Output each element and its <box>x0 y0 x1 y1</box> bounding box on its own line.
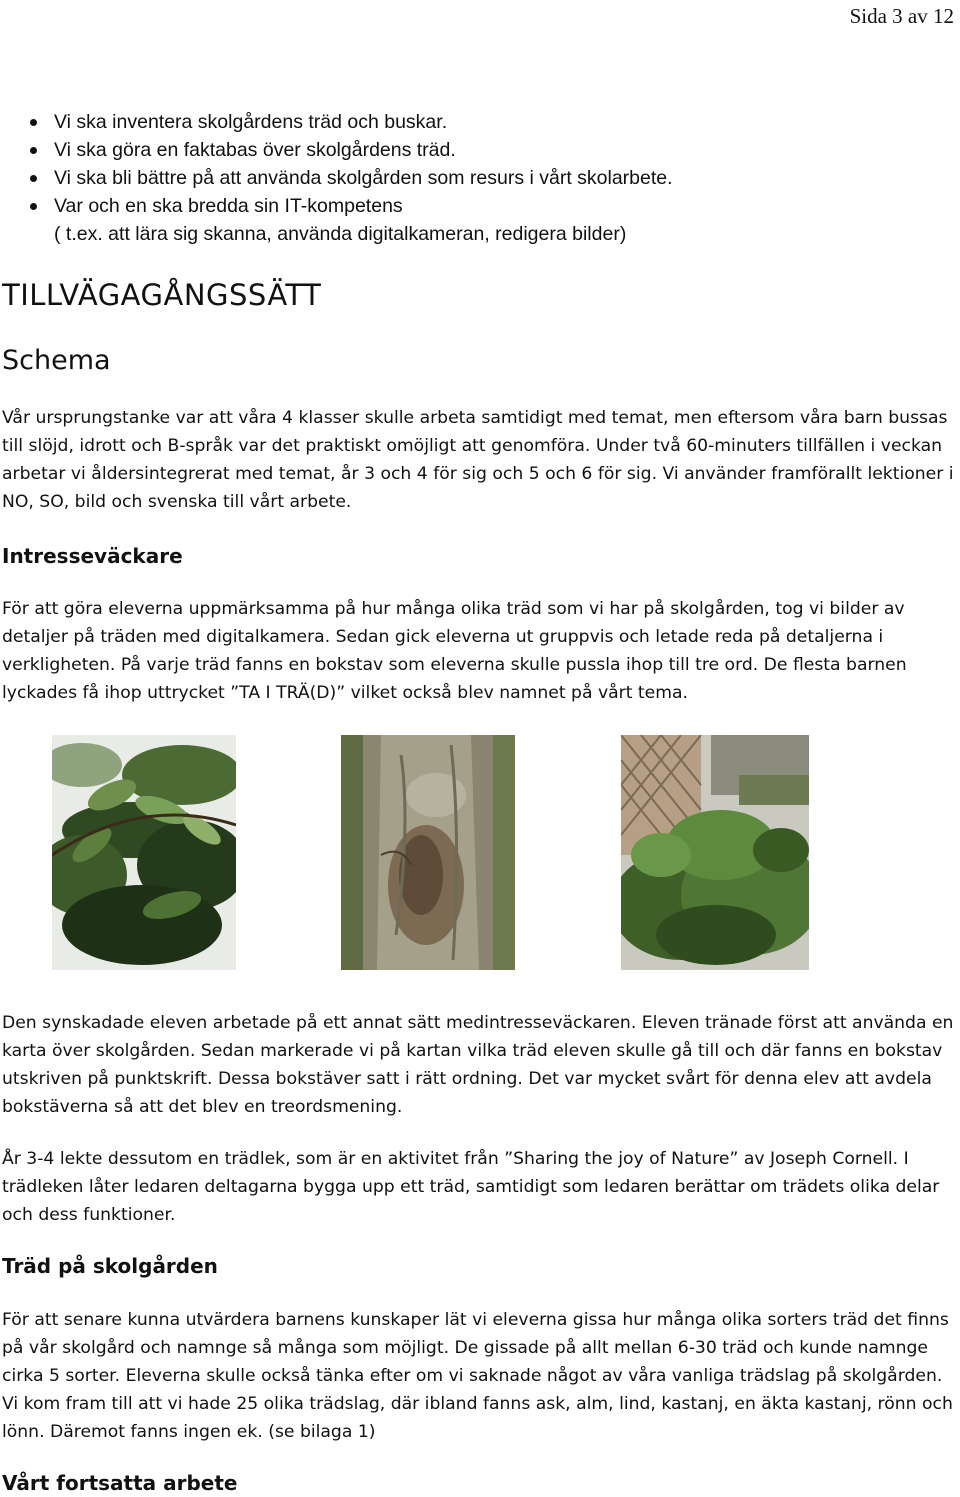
heading-schema: Schema <box>2 345 111 376</box>
list-item: Vi ska bli bättre på att använda skolgården som resurs i vårt skolarbete. <box>30 164 673 192</box>
bullet-icon <box>30 147 37 154</box>
heading-vart-fortsatta-arbete: Vårt fortsatta arbete <box>2 1471 238 1495</box>
list-item: Vi ska göra en faktabas över skolgårdens träd. <box>30 136 673 164</box>
bullet-icon <box>30 175 37 182</box>
synskadad-paragraph: Den synskadade eleven arbetade på ett annat sätt medintresseväckaren. Eleven tränade först att använda en karta över skolgården. Sedan markerade vi på kartan vilka träd eleven skulle gå till och där fanns en bokstav utskriven på punktskrift. Dessa bokstäver satt i rätt ordning. Det var mycket svårt för denna elev att avdela bokstäverna så att det blev en treordsmening. <box>2 1013 954 1117</box>
trad-paragraph: För att senare kunna utvärdera barnens kunskaper lät vi eleverna gissa hur många olika sorters träd det finns på vår skolgård och namnge så många som möjligt. De gissade på allt mellan 6-30 träd och kunde namnge cirka 5 sorter. Eleverna skulle också tänka efter om vi saknade något av våra vanliga trädslag på skolgården. Vi kom fram till att vi hade 25 olika trädslag, där ibland fanns ask, alm, lind, kastanj, en äkta kastanj, rönn och lönn. Däremot fanns ingen ek. (se bilaga 1) <box>2 1310 953 1442</box>
heading-tillvagagangssatt: TILLVÄGAGÅNGSSÄTT <box>2 278 322 312</box>
tradlek-paragraph: År 3-4 lekte dessutom en trädlek, som är en aktivitet från ”Sharing the joy of Nature” av Joseph Cornell. I trädleken låter ledaren deltagarna bygga upp ett träd, samtidigt som ledaren berättar om trädets olika delar och dess funktioner. <box>2 1149 940 1225</box>
heading-trad-pa-skolgarden: Träd på skolgården <box>2 1254 218 1278</box>
list-item-continuation: ( t.ex. att lära sig skanna, använda digitalkameran, redigera bilder) <box>54 223 627 245</box>
photo-leaves <box>52 735 236 970</box>
goals-list <box>30 108 673 248</box>
photo-shrub <box>621 735 809 970</box>
heading-intresseväckare: Intresseväckare <box>2 544 183 568</box>
bullet-icon <box>30 203 37 210</box>
photo-bark <box>341 735 515 970</box>
list-item: Var och en ska bredda sin IT-kompetens <box>30 192 673 220</box>
page-number: Sida 3 av 12 <box>849 4 954 28</box>
intresse-paragraph: För att göra eleverna uppmärksamma på hur många olika träd som vi har på skolgården, tog vi bilder av detaljer på träden med digitalkamera. Sedan gick eleverna ut gruppvis och letade reda på detaljerna i verkligheten. På varje träd fanns en bokstav som eleverna skulle pussla ihop till tre ord. De flesta barnen lyckades få ihop uttrycket ”TA I TRÄ(D)” vilket också blev namnet på vårt tema. <box>2 599 907 703</box>
schema-paragraph: Vår ursprungstanke var att våra 4 klasser skulle arbeta samtidigt med temat, men eftersom våra barn bussas till slöjd, idrott och B-språk var det praktiskt omöjligt att genomföra. Under två 60-minuters tillfällen i veckan arbetar vi åldersintegrerat med temat, år 3 och 4 för sig och 5 och 6 för sig. Vi använder framförallt lektioner i NO, SO, bild och svenska till vårt arbete. <box>2 408 954 512</box>
bullet-icon <box>30 119 37 126</box>
list-item: Vi ska inventera skolgårdens träd och buskar. <box>30 108 673 136</box>
